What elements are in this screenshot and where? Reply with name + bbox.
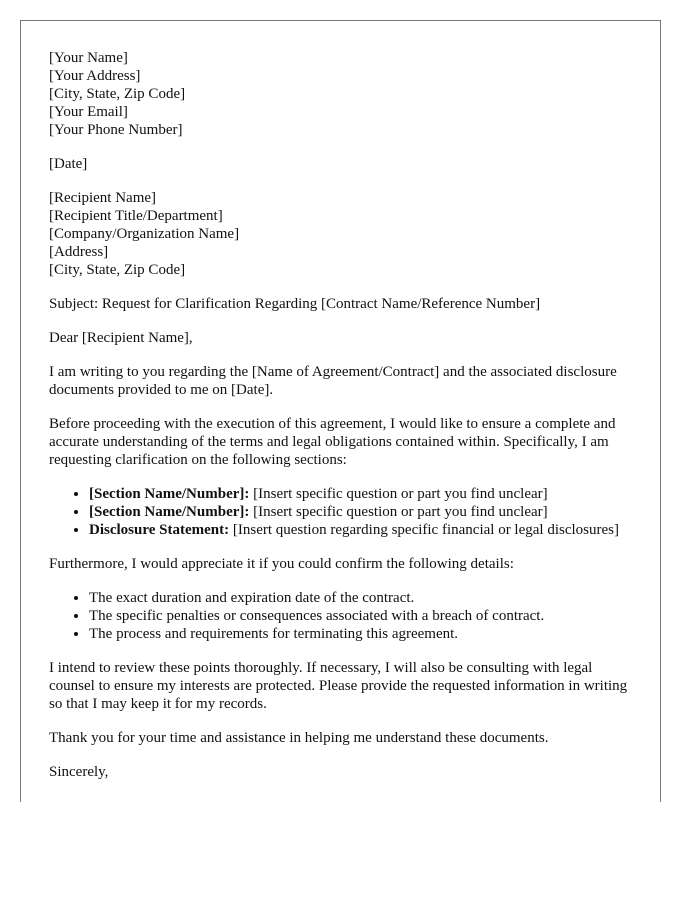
sender-name: [Your Name] [49,50,128,66]
list-item-label: [Section Name/Number]: [89,486,250,502]
recipient-title: [Recipient Title/Department] [49,208,223,224]
review-paragraph: I intend to review these points thoroughly. If necessary, I will also be consulting with legal counsel to ensure my interests are protected. Please provide the requested information in writing so that I may keep it for my records. [49,660,628,712]
intro-paragraph: I am writing to you regarding the [Name of Agreement/Contract] and the associated disclosure documents provided to me on [Date]. [49,364,617,398]
list-item [89,521,634,539]
sender-block [49,49,634,139]
letter-page [20,20,661,802]
recipient-address: [Address] [49,244,109,260]
list-item-text: [Insert specific question or part you find unclear] [249,504,548,520]
subject-line: Subject: Request for Clarification Regarding [Contract Name/Reference Number] [49,296,541,312]
list-item: • The specific penalties or consequences associated with a breach of contract. [89,607,634,625]
date-block [49,155,634,173]
list-item-text: [Insert specific question or part you find unclear] [249,486,548,502]
confirm-paragraph: Furthermore, I would appreciate it if you could confirm the following details: [49,556,514,572]
list-item-label: [Section Name/Number]: [89,504,250,520]
recipient-company: [Company/Organization Name] [49,226,240,242]
letter-date: [Date] [49,156,88,172]
recipient-city-state-zip: [City, State, Zip Code] [49,262,186,278]
list-item: • The exact duration and expiration date of the contract. [89,589,634,607]
sender-phone: [Your Phone Number] [49,122,183,138]
sender-city-state-zip: [City, State, Zip Code] [49,86,186,102]
list-item: • The process and requirements for terminating this agreement. [89,625,634,643]
request-paragraph: Before proceeding with the execution of this agreement, I would like to ensure a complete and accurate understanding of the terms and legal obligations contained within. Specifically, I am requesting clarification on the following sections: [49,416,616,468]
salutation: Dear [Recipient Name], [49,330,193,346]
list-item [89,503,634,521]
closing: Sincerely, [49,764,109,780]
sender-email: [Your Email] [49,104,128,120]
thanks-paragraph: Thank you for your time and assistance in helping me understand these documents. [49,730,549,746]
recipient-block [49,189,634,279]
list-item [89,485,634,503]
recipient-name: [Recipient Name] [49,190,157,206]
list-item-label: Disclosure Statement: [89,522,230,538]
sections-list [49,485,634,539]
letter-content [49,49,634,797]
list-item-text: [Insert question regarding specific financial or legal disclosures] [229,522,619,538]
sender-address: [Your Address] [49,68,141,84]
details-list [49,589,634,643]
